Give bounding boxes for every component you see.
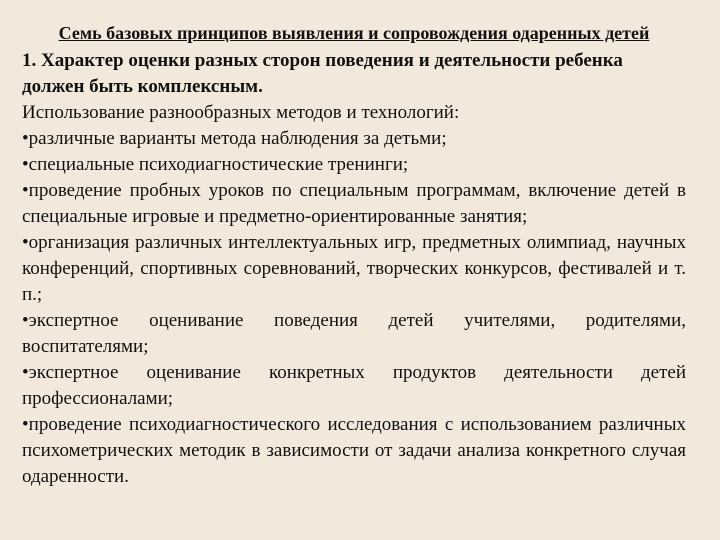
slide-content	[22, 22, 686, 490]
list-item: •организация различных интеллектуальных игр, предметных олимпиад, научных конференций, спортивных соревнований, творческих конкурсов, фестивалей и т. п.;	[22, 232, 686, 305]
intro-text: Использование разнообразных методов и технологий:	[22, 102, 460, 123]
list-item: •проведение пробных уроков по специальным программам, включение детей в специальные игровые и предметно-ориентированные занятия;	[22, 180, 686, 227]
list-item: •специальные психодиагностические тренинги;	[22, 154, 409, 175]
principle-heading: 1. Характер оценки разных сторон поведения и деятельности ребенка должен быть комплексным.	[22, 50, 623, 97]
bullet-list	[22, 126, 686, 490]
list-item: •экспертное оценивание конкретных продуктов деятельности детей профессионалами;	[22, 362, 686, 409]
list-item: •различные варианты метода наблюдения за детьми;	[22, 128, 447, 149]
slide-title: Семь базовых принципов выявления и сопровождения одаренных детей	[58, 23, 650, 43]
list-item: •проведение психодиагностического исследования с использованием различных психометрических методик в зависимости от задачи анализа конкретного случая одаренности.	[22, 414, 686, 487]
list-item: •экспертное оценивание поведения детей учителями, родителями, воспитателями;	[22, 310, 686, 357]
